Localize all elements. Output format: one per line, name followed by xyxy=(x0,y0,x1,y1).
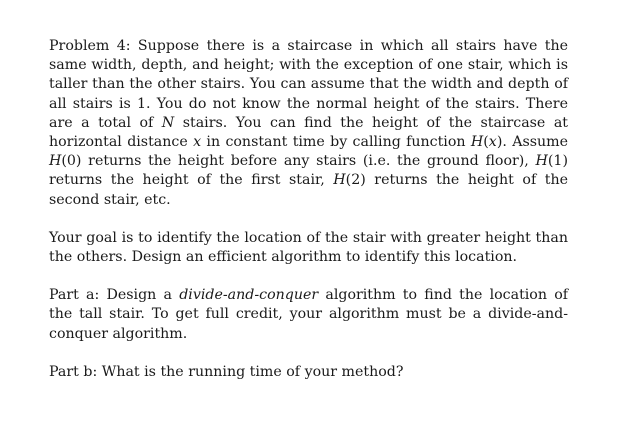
problem-text: (2) returns the height of the second stair, etc. xyxy=(49,172,568,208)
problem-text: (1) returns the height of the first stair, xyxy=(49,153,568,189)
goal-paragraph: Your goal is to identify the location of the stair with greater height than the others. Design an efficient algorithm to identify this location. xyxy=(49,229,568,266)
part-b-text: What is the running time of your method? xyxy=(97,363,404,380)
problem-label: Problem 4: xyxy=(49,38,131,54)
problem-text: ). Assume xyxy=(496,134,568,151)
part-a-emphasis: divide-and-conquer xyxy=(179,287,319,304)
part-b-label: Part b: xyxy=(49,363,98,380)
problem-text: in constant time by calling function xyxy=(201,134,471,151)
math-h: H xyxy=(49,153,62,170)
math-h: H xyxy=(333,172,346,189)
math-paren: ( xyxy=(483,134,489,151)
document-page xyxy=(49,37,568,382)
math-x: x xyxy=(193,134,202,151)
part-a-paragraph xyxy=(49,286,568,344)
part-a-text: Design a xyxy=(99,287,180,304)
problem-text: Suppose there is a staircase in which all stairs have the same width, depth, and height; with the exception of one stair, which is taller than the other stairs. You can assume that the width and depth of all stairs is 1. You do not know the normal height of the stairs. There are a total of xyxy=(49,38,568,131)
problem-text: stairs. You can find the height of the staircase at horizontal distance xyxy=(49,114,568,151)
math-x: x xyxy=(488,134,497,151)
math-h: H xyxy=(470,134,484,151)
part-b-paragraph xyxy=(49,363,568,382)
part-a-text: algorithm to find the location of the tall stair. To get full credit, your algorithm must be a divide-and-conquer algorithm. xyxy=(49,287,568,342)
part-a-label: Part a: xyxy=(49,287,100,304)
problem-text: (0) returns the height before any stairs (i.e. the ground floor), xyxy=(61,153,536,170)
math-h: H xyxy=(535,153,548,170)
problem-statement xyxy=(49,37,568,210)
math-n: N xyxy=(161,114,175,131)
